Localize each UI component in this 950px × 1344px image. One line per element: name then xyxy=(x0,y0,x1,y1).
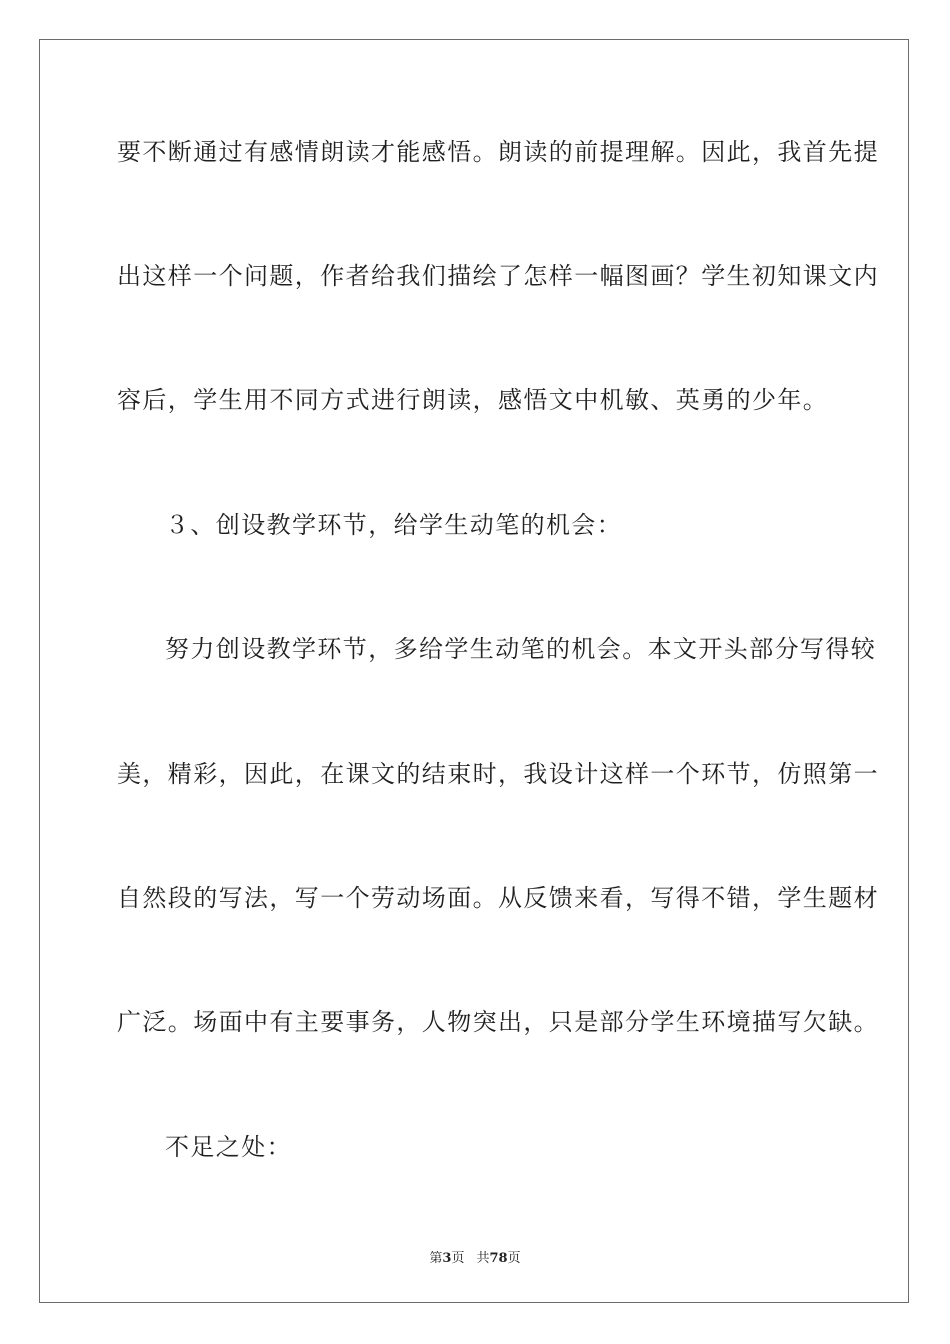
page-number: 3 xyxy=(442,1251,452,1266)
page-prefix: 第 xyxy=(429,1251,443,1266)
page-suffix: 页 xyxy=(451,1251,465,1266)
page-footer xyxy=(0,1247,950,1266)
paragraph-line: 自然段的写法，写一个劳动场面。从反馈来看，写得不错，学生题材 xyxy=(117,884,879,912)
paragraph-line: 出这样一个问题，作者给我们描绘了怎样一幅图画？学生初知课文内 xyxy=(117,262,879,290)
paragraph-line: 容后，学生用不同方式进行朗读，感悟文中机敏、英勇的少年。 xyxy=(117,386,829,414)
total-prefix: 共 xyxy=(476,1251,490,1266)
total-suffix: 页 xyxy=(507,1251,521,1266)
paragraph-line: 要不断通过有感情朗读才能感悟。朗读的前提理解。因此，我首先提 xyxy=(117,138,879,166)
section-heading: ３、创设教学环节，给学生动笔的机会： xyxy=(165,511,623,539)
total-pages: 78 xyxy=(489,1251,508,1266)
section-heading: 不足之处： xyxy=(165,1133,292,1161)
paragraph-line: 广泛。场面中有主要事务，人物突出，只是部分学生环境描写欠缺。 xyxy=(117,1008,879,1036)
paragraph-line: 努力创设教学环节，多给学生动笔的机会。本文开头部分写得较 xyxy=(165,635,877,663)
paragraph-line: 美，精彩，因此，在课文的结束时，我设计这样一个环节，仿照第一 xyxy=(117,760,879,788)
page-border xyxy=(39,39,909,1303)
